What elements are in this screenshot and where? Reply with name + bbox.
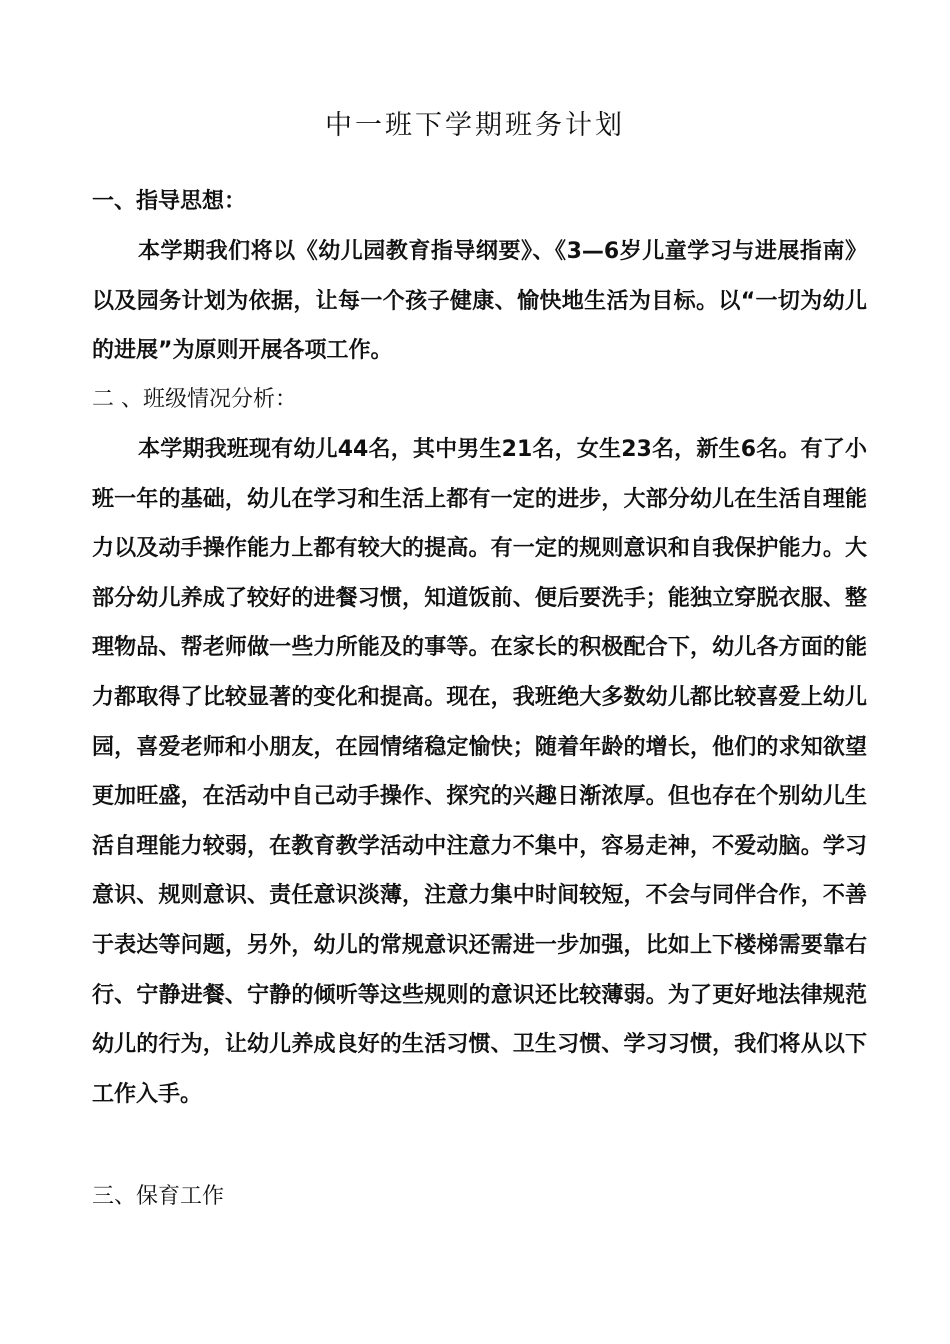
document-title: 中一班下学期班务计划 <box>325 110 625 141</box>
section-paragraph-guiding-ideology: 本学期我们将以《幼儿园教育指导纲要》、《3—6岁儿童学习与进展指南》以及园务计划为依据，让每一个孩子健康、愉快地生活为目标。以“一切为幼儿的进展”为原则开展各项工作。 <box>92 239 867 364</box>
section-heading-guiding-ideology: 一、指导思想： <box>92 189 247 214</box>
section-paragraph-class-analysis: 本学期我班现有幼儿44名，其中男生21名，女生23名，新生6名。有了小班一年的基础，幼儿在学习和生活上都有一定的进步，大部分幼儿在生活自理能力以及动手操作能力上都有较大的提高。有一定的规则意识和自我保护能力。大部分幼儿养成了较好的进餐习惯，知道饭前、便后要洗手；能独立穿脱衣服、整理物品、帮老师做一些力所能及的事等。在家长的积极配合下，幼儿各方面的能力都取得了比较显著的变化和提高。现在，我班绝大多数幼儿都比较喜爱上幼儿园，喜爱老师和小朋友，在园情绪稳定愉快；随着年龄的增长，他们的求知欲望更加旺盛，在活动中自己动手操作、探究的兴趣日渐浓厚。但也存在个别幼儿生活自理能力较弱，在教育教学活动中注意力不集中，容易走神，不爱动脑。学习意识、规则意识、责任意识淡薄，注意力集中时间较短，不会与同伴合作，不善于表达等问题，另外，幼儿的常规意识还需进一步加强，比如上下楼梯需要靠右行、宁静进餐、宁静的倾听等这些规则的意识还比较薄弱。为了更好地法律规范幼儿的行为，让幼儿养成良好的生活习惯、卫生习惯、学习习惯，我们将从以下工作入手。 <box>92 437 867 1107</box>
section-heading-care-work: 三、保育工作 <box>92 1184 225 1209</box>
section-heading-class-analysis: 二 、班级情况分析： <box>92 387 297 412</box>
